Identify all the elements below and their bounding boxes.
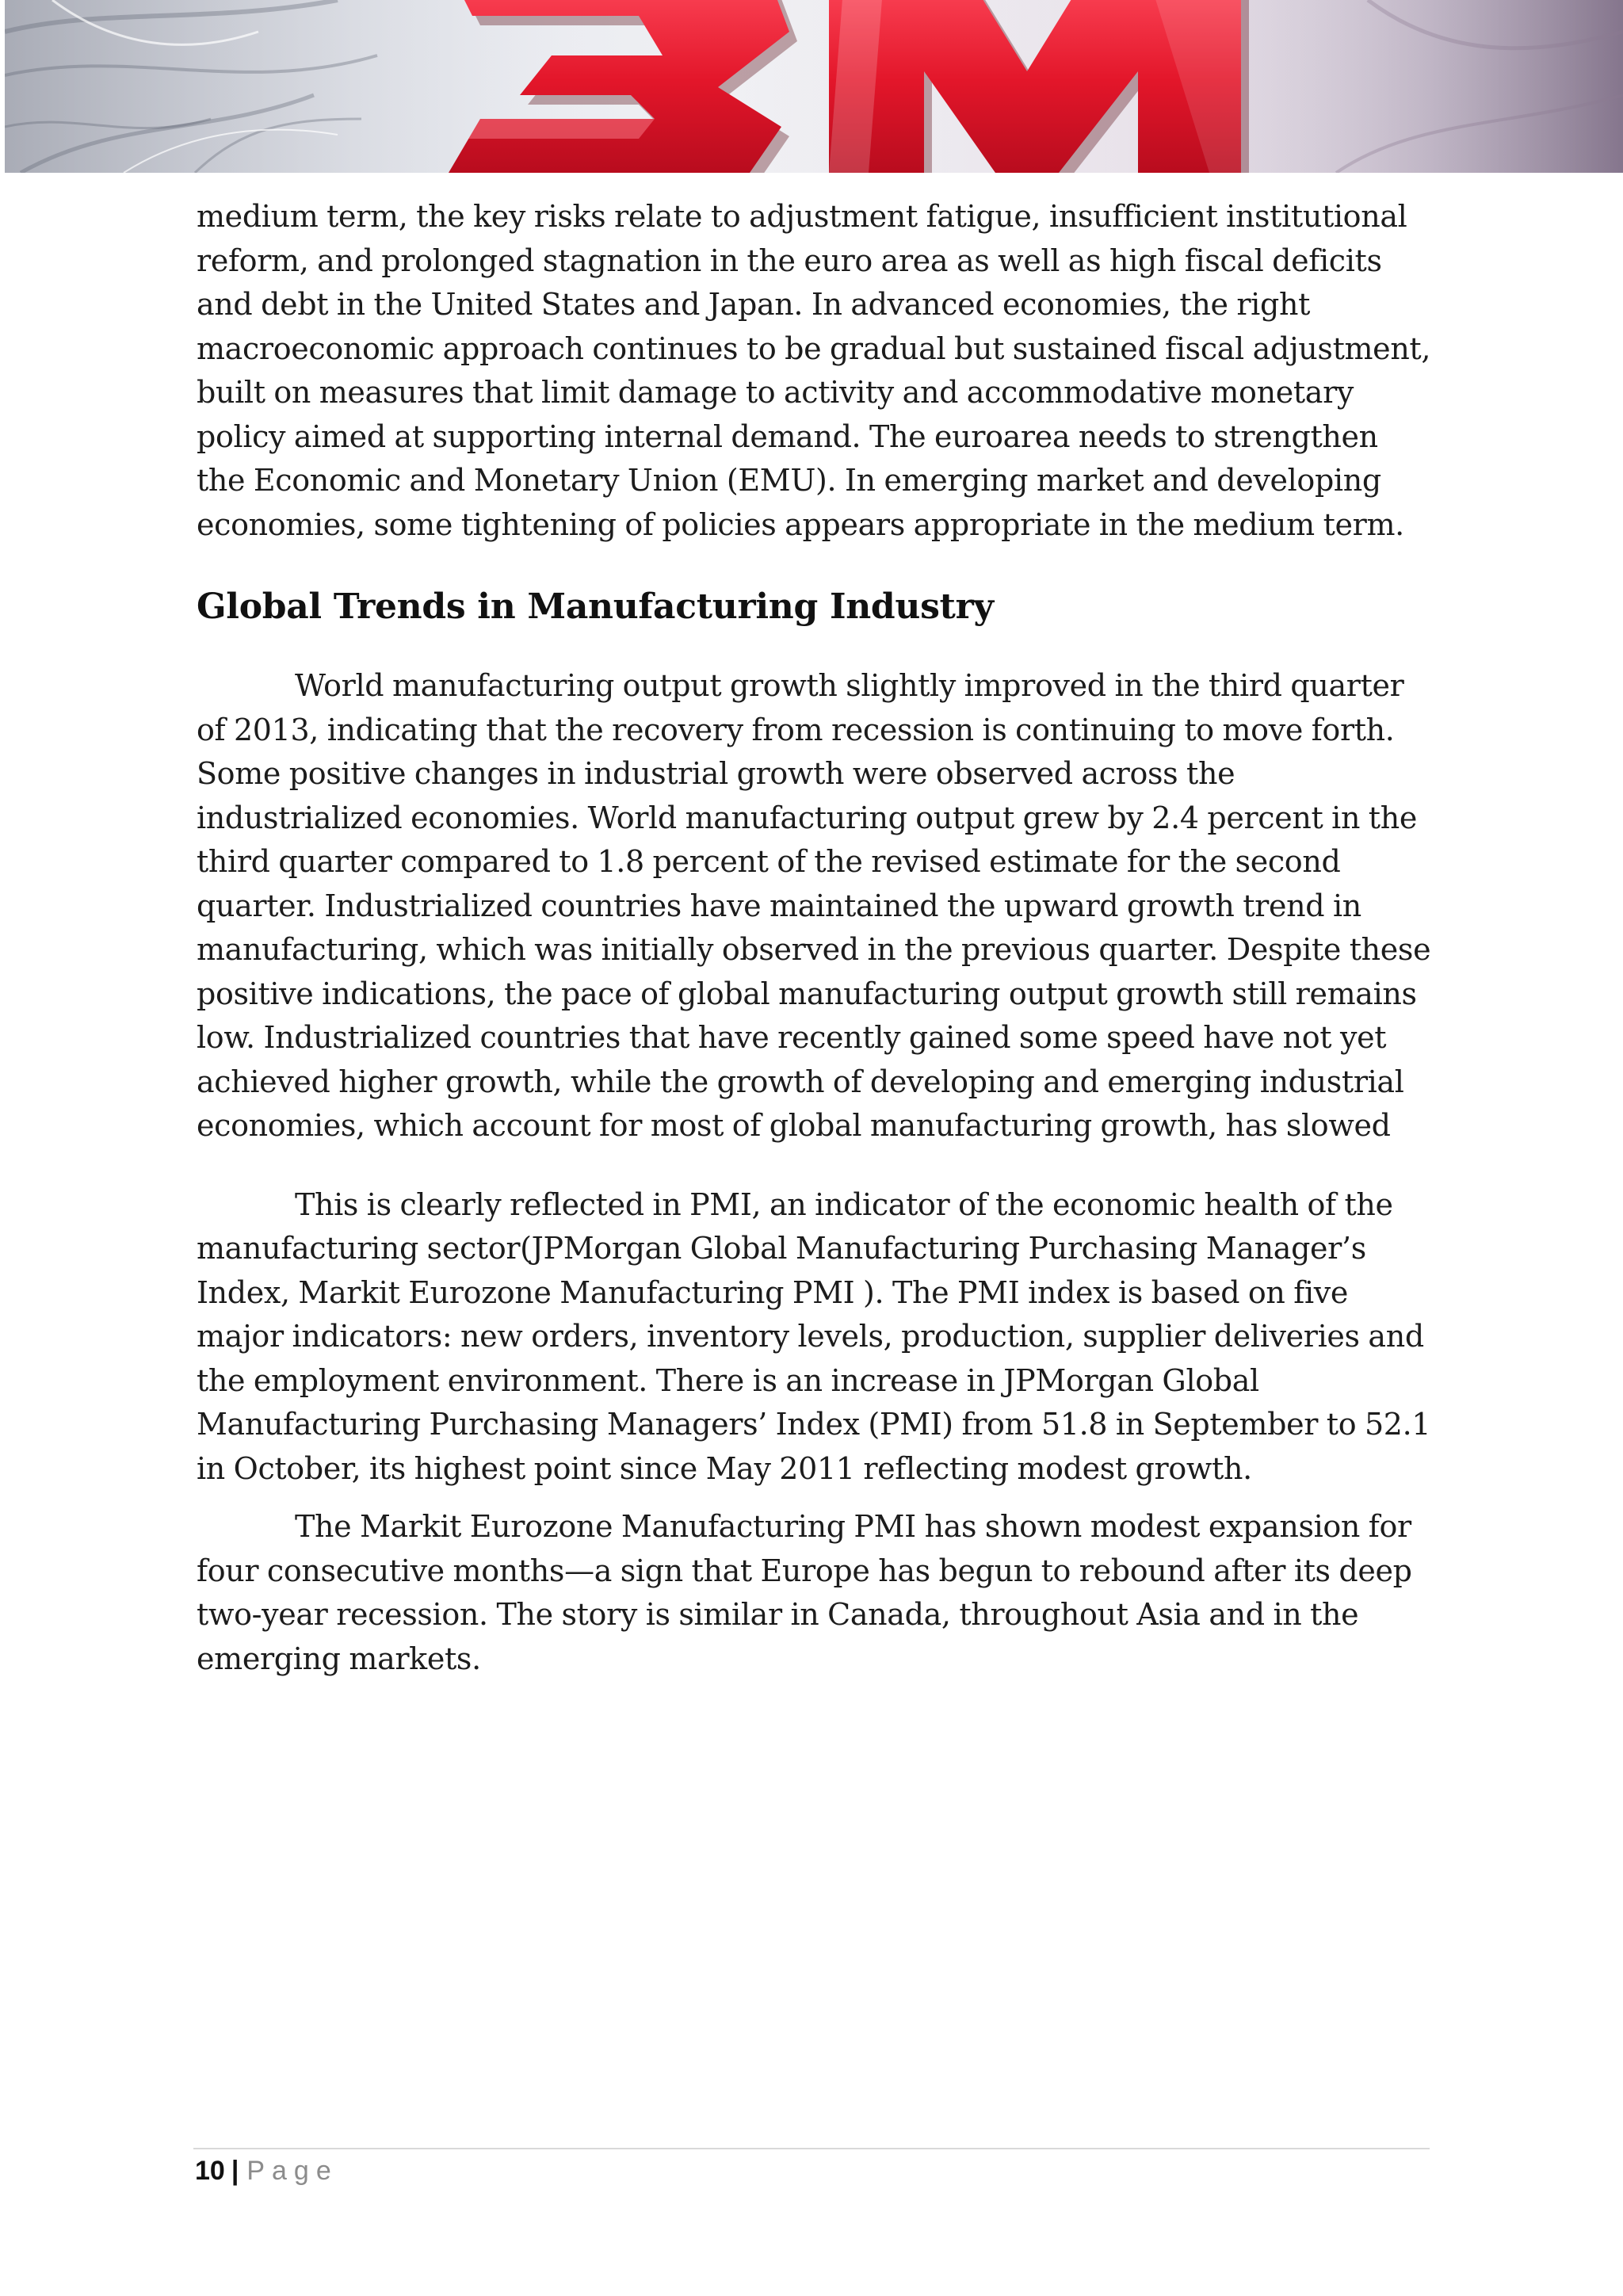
banner-graphic	[5, 0, 1623, 173]
paragraph-pmi: This is clearly reflected in PMI, an indicator of the economic health of the manufacturing sector(JPMorgan Global Manufacturing Purchasing Manager’s Index, Markit Eurozone Manufacturing PMI ). The PMI index is based on five major indicators: new orders, inventory levels, production, supplier deliveries and the employment environment. There is an increase in JPMorgan Global Manufacturing Purchasing Managers’ Index (PMI) from 51.8 in September to 52.1 in October, its highest point since May 2011 reflecting modest growth.	[197, 1186, 1431, 1486]
document-body	[197, 195, 1433, 1681]
footer-divider	[193, 2148, 1430, 2149]
paragraph-intro: medium term, the key risks relate to adjustment fatigue, insufficient institutional reform, and prolonged stagnation in the euro area as well as high fiscal deficits and debt in the United States and Japan. In advanced economies, the right macroeconomic approach continues to be gradual but sustained fiscal adjustment, built on measures that limit damage to activity and accommodative monetary policy aimed at supporting internal demand. The euroarea needs to strengthen the Economic and Monetary Union (EMU). In emerging market and developing economies, some tightening of policies appears appropriate in the medium term.	[197, 199, 1431, 542]
page-footer	[195, 2153, 338, 2188]
footer-separator: |	[231, 2156, 239, 2186]
header-banner	[5, 0, 1623, 173]
page-label: Page	[246, 2156, 338, 2186]
page-number: 10	[195, 2156, 225, 2186]
section-heading: Global Trends in Manufacturing Industry	[197, 586, 994, 627]
paragraph-eurozone-pmi: The Markit Eurozone Manufacturing PMI has shown modest expansion for four consecutive months—a sign that Europe has begun to rebound after its deep two-year recession. The story is similar in Canada, throughout Asia and in the emerging markets.	[197, 1509, 1412, 1676]
paragraph-manufacturing-output: World manufacturing output growth slightly improved in the third quarter of 2013, indicating that the recovery from recession is continuing to move forth. Some positive changes in industrial growth were observed across the industrialized economies. World manufacturing output grew by 2.4 percent in the third quarter compared to 1.8 percent of the revised estimate for the second quarter. Industrialized countries have maintained the upward growth trend in manufacturing, which was initially observed in the previous quarter. Despite these positive indications, the pace of global manufacturing output growth still remains low. Industrialized countries that have recently gained some speed have not yet achieved higher growth, while the growth of developing and emerging industrial economies, which account for most of global manufacturing growth, has slowed	[197, 668, 1431, 1143]
